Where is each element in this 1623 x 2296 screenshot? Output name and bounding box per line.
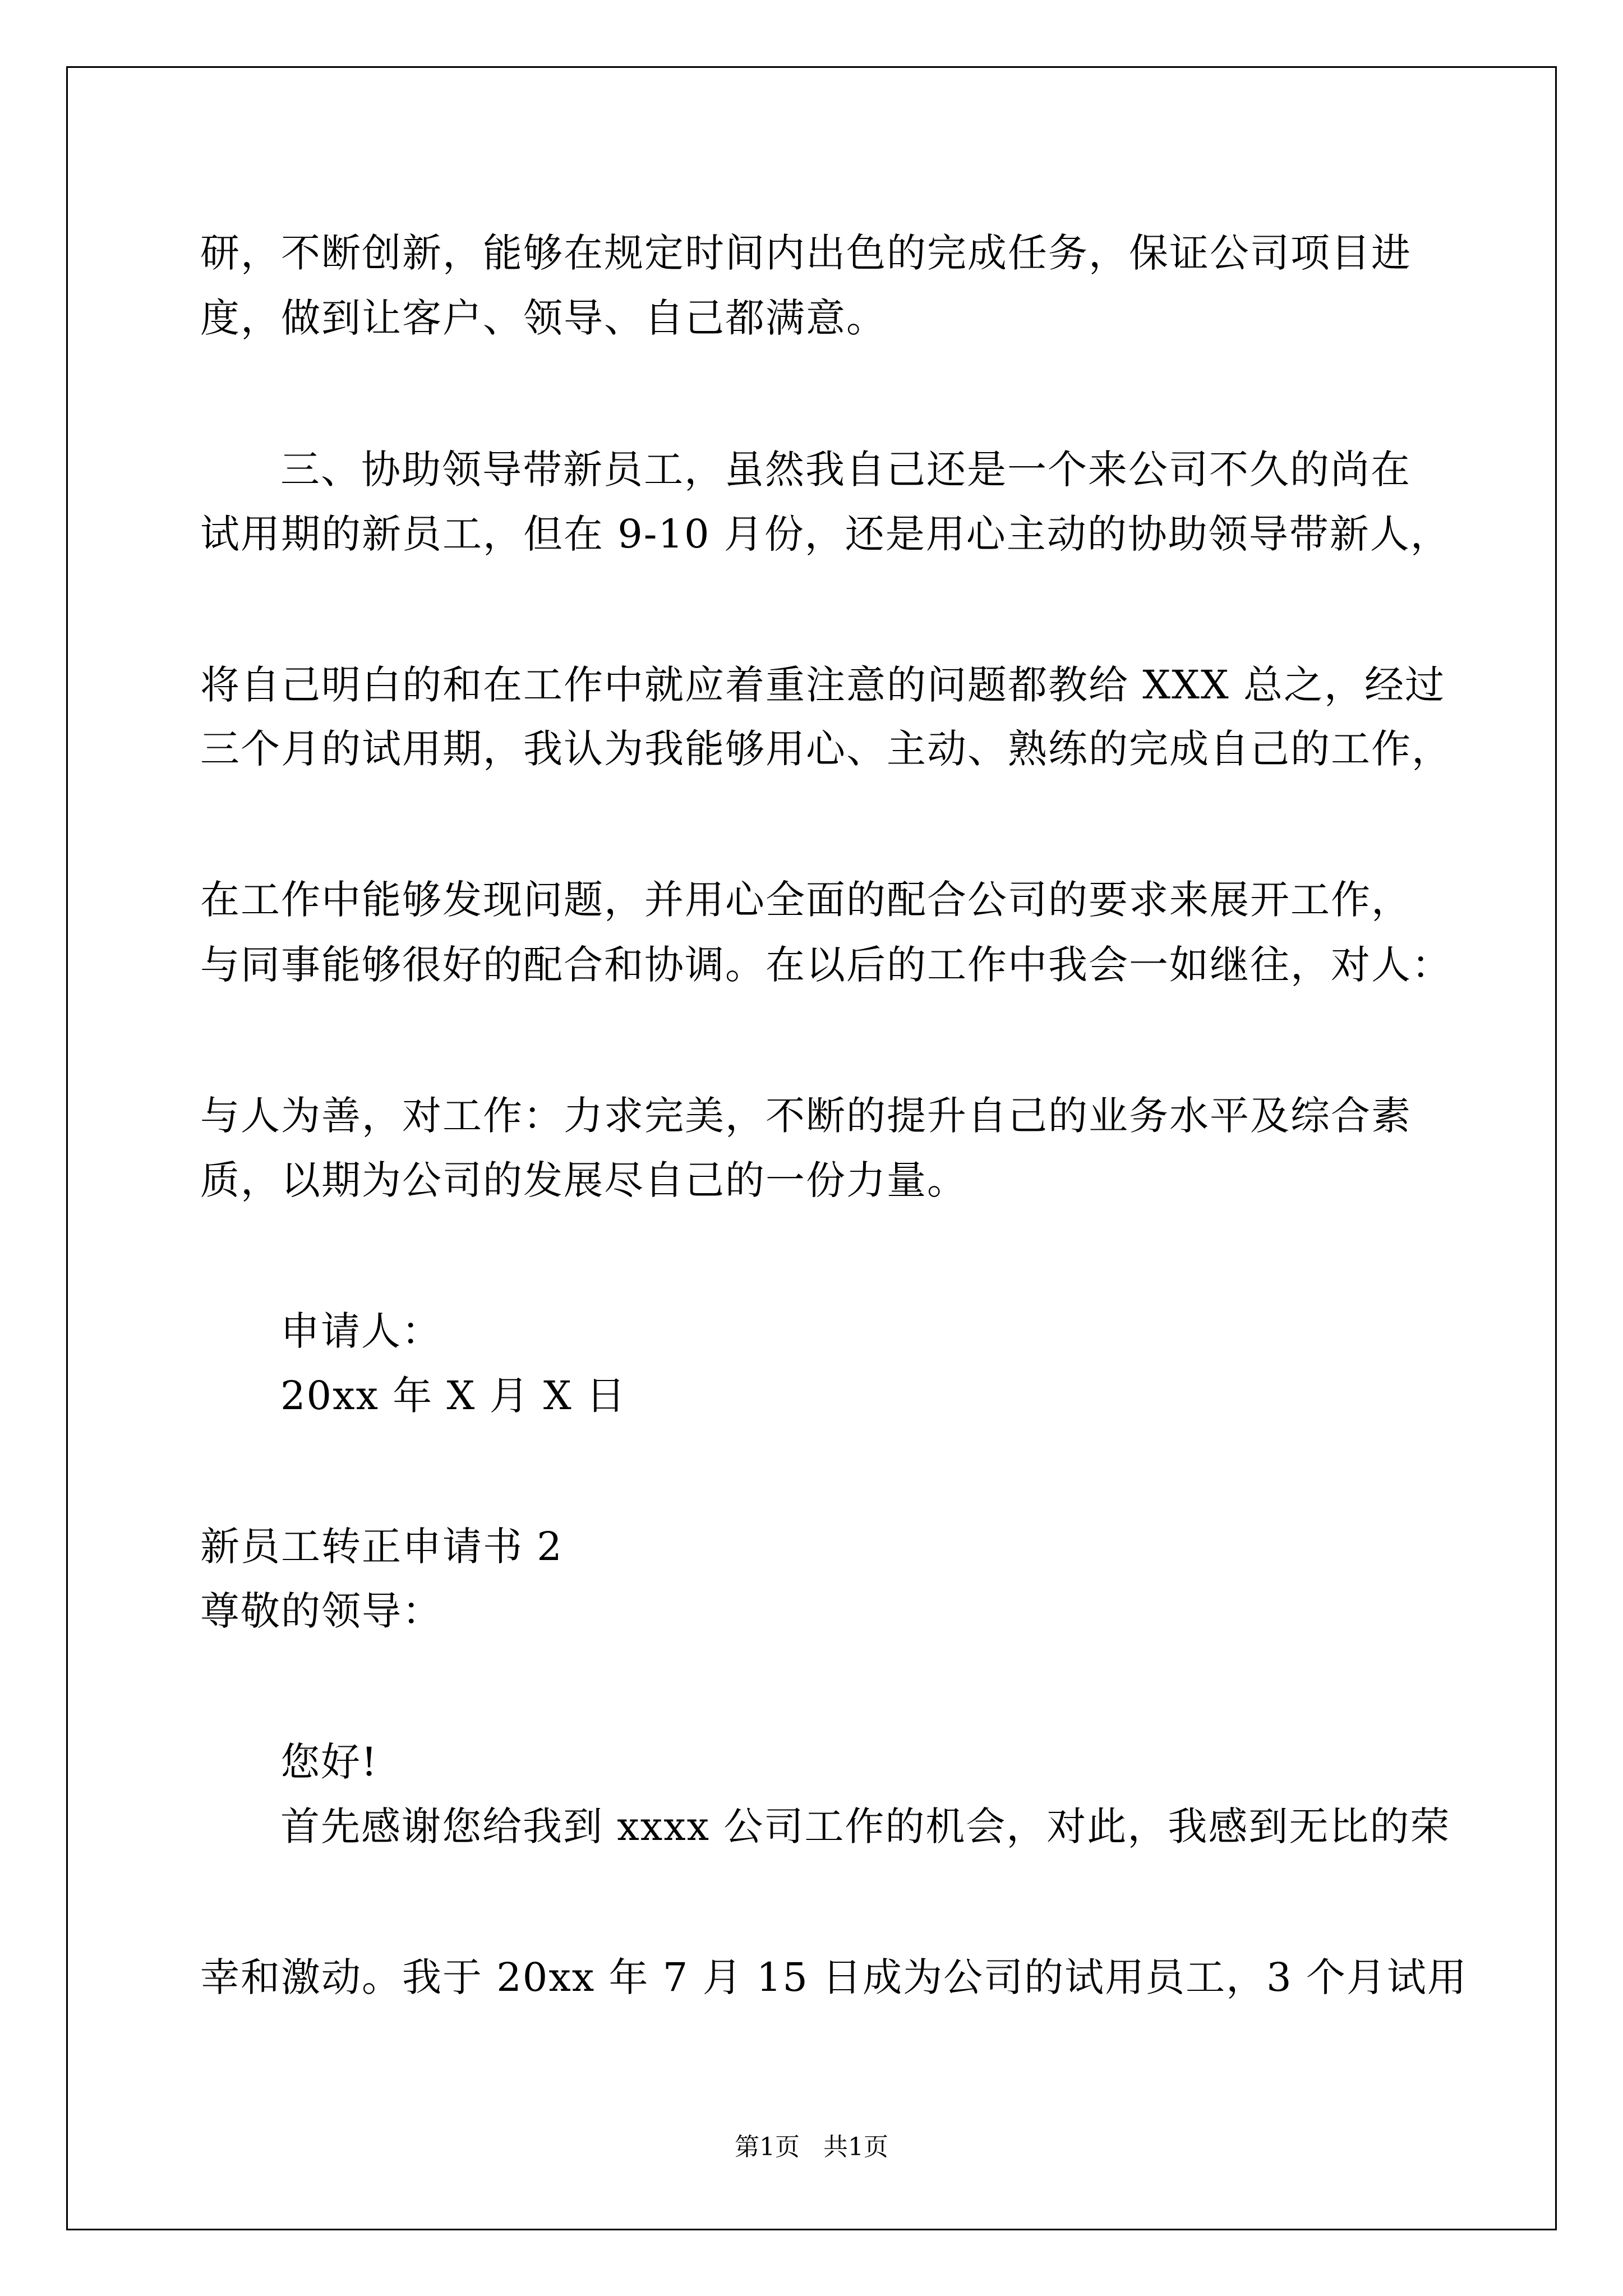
body-line: 度，做到让客户、领导、自己都满意。 — [200, 295, 887, 341]
body-line: 试用期的新员工，但在 9-10 月份，还是用心主动的协助领导带新人， — [200, 511, 1451, 557]
greeting: 您好! — [280, 1739, 379, 1785]
page-number-footer: 第1页 共1页 — [735, 2133, 888, 2161]
body-line: 与人为善，对工作：力求完美，不断的提升自己的业务水平及综合素 — [200, 1093, 1412, 1139]
paragraph-first-line: 三、协助领导带新员工，虽然我自己还是一个来公司不久的尚在 — [280, 447, 1411, 493]
body-line: 与同事能够很好的配合和协调。在以后的工作中我会一如继往，对人： — [200, 942, 1452, 988]
body-line: 幸和激动。我于 20xx 年 7 月 15 日成为公司的试用员工，3 个月试用 — [200, 1954, 1468, 2000]
page-border — [66, 66, 1557, 2230]
body-line: 将自己明白的和在工作中就应着重注意的问题都教给 XXX 总之，经过 — [200, 662, 1446, 708]
body-line: 质，以期为公司的发展尽自己的一份力量。 — [200, 1157, 967, 1203]
body-line: 在工作中能够发现问题，并用心全面的配合公司的要求来展开工作， — [200, 877, 1412, 923]
section-title: 新员工转正申请书 2 — [200, 1524, 563, 1570]
paragraph-first-line: 首先感谢您给我到 xxxx 公司工作的机会，对此，我感到无比的荣 — [280, 1803, 1451, 1849]
body-line: 研，不断创新，能够在规定时间内出色的完成任务，保证公司项目进 — [200, 230, 1412, 276]
date-line: 20xx 年 X 月 X 日 — [280, 1373, 626, 1419]
salutation: 尊敬的领导： — [200, 1588, 442, 1634]
applicant-label: 申请人： — [280, 1308, 442, 1354]
body-line: 三个月的试用期，我认为我能够用心、主动、熟练的完成自己的工作， — [200, 726, 1452, 772]
